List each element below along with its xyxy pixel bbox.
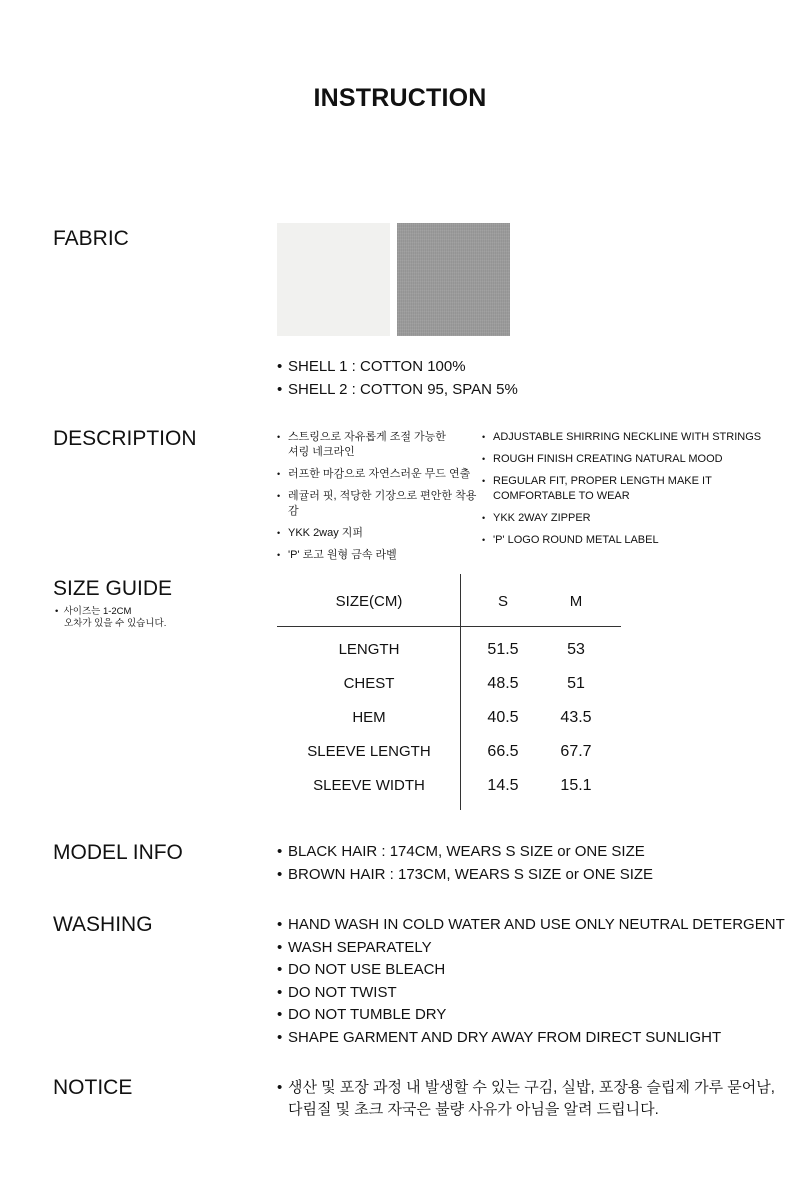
fabric-swatch-white: [277, 223, 390, 336]
washing-item: • HAND WASH IN COLD WATER AND USE ONLY NEUTRAL DETERGENT: [277, 914, 785, 937]
fabric-list: [277, 356, 518, 401]
size-table-horizontal-rule: [277, 626, 621, 627]
size-note-line2: 오차가 있을 수 있습니다.: [64, 618, 167, 629]
description-item-en: • ROUGH FINISH CREATING NATURAL MOOD: [482, 452, 782, 467]
size-note-bullet: •: [55, 606, 64, 617]
description-heading: DESCRIPTION: [53, 427, 197, 450]
description-item-ko: • 러프한 마감으로 자연스러운 무드 연출: [277, 467, 477, 482]
washing-item: • DO NOT TUMBLE DRY: [277, 1004, 785, 1027]
size-table-header-s: S: [497, 593, 508, 610]
notice-item: [277, 1077, 777, 1121]
size-row-label: SLEEVE WIDTH: [313, 777, 425, 794]
size-row-s: 48.5: [487, 675, 519, 692]
size-row-m: 51: [567, 675, 585, 692]
fabric-item: • SHELL 1 : COTTON 100%: [277, 356, 518, 379]
size-note-line1: 사이즈는 1-2CM: [63, 606, 132, 617]
notice-heading: NOTICE: [53, 1076, 133, 1099]
size-row-m: 15.1: [560, 777, 592, 794]
description-item-en: • YKK 2WAY ZIPPER: [482, 511, 782, 526]
fabric-swatch-gray: [397, 223, 510, 336]
size-table-header-m: M: [569, 593, 583, 610]
model-info-item: • BROWN HAIR : 173CM, WEARS S SIZE or ONE SIZE: [277, 864, 653, 887]
description-item-en: • 'P' LOGO ROUND METAL LABEL: [482, 533, 782, 548]
description-item-ko: • 스트링으로 자유롭게 조절 가능한 셔링 네크라인: [277, 430, 477, 460]
size-table-vertical-rule: [460, 574, 461, 810]
size-guide-note: [55, 606, 225, 630]
size-row-m: 67.7: [560, 743, 592, 760]
size-row-s: 51.5: [487, 641, 519, 658]
description-item-ko: • 레귤러 핏, 적당한 기장으로 편안한 착용감: [277, 489, 477, 519]
size-row-label: LENGTH: [338, 641, 400, 658]
size-row-label: SLEEVE LENGTH: [307, 743, 431, 760]
size-row-s: 66.5: [487, 743, 519, 760]
description-item-en: • REGULAR FIT, PROPER LENGTH MAKE IT COMFORTABLE TO WEAR: [482, 474, 782, 504]
model-info-list: [277, 841, 653, 886]
washing-heading: WASHING: [53, 913, 153, 936]
size-row-label: HEM: [352, 709, 386, 726]
description-list-en: [482, 430, 782, 555]
page-title: INSTRUCTION: [313, 84, 487, 112]
size-guide-heading: SIZE GUIDE: [53, 577, 173, 600]
notice-line2: 다림질 및 초크 자국은 불량 사유가 아님을 알려 드립니다.: [288, 1101, 659, 1118]
fabric-item: • SHELL 2 : COTTON 95, SPAN 5%: [277, 379, 518, 402]
size-table-header-label: SIZE(CM): [335, 593, 403, 610]
model-info-item: • BLACK HAIR : 174CM, WEARS S SIZE or ONE SIZE: [277, 841, 653, 864]
description-item-ko: • 'P' 로고 원형 금속 라벨: [277, 548, 477, 563]
size-row-label: CHEST: [343, 675, 395, 692]
notice-list: [277, 1077, 777, 1121]
description-item-en: • ADJUSTABLE SHIRRING NECKLINE WITH STRINGS: [482, 430, 782, 445]
washing-item: • SHAPE GARMENT AND DRY AWAY FROM DIRECT SUNLIGHT: [277, 1027, 785, 1050]
size-row-m: 43.5: [560, 709, 592, 726]
washing-item: • DO NOT USE BLEACH: [277, 959, 785, 982]
washing-list: [277, 914, 785, 1049]
description-list-ko: [277, 430, 477, 570]
washing-item: • WASH SEPARATELY: [277, 937, 785, 960]
model-info-heading: MODEL INFO: [53, 841, 183, 864]
notice-line1: 생산 및 포장 과정 내 발생할 수 있는 구김, 실밥, 포장용 슬립제 가루 묻어남,: [288, 1079, 775, 1096]
size-row-s: 14.5: [487, 777, 519, 794]
fabric-heading: FABRIC: [53, 227, 129, 250]
washing-item: • DO NOT TWIST: [277, 982, 785, 1005]
description-item-ko: • YKK 2way 지퍼: [277, 526, 477, 541]
size-row-s: 40.5: [487, 709, 519, 726]
size-row-m: 53: [567, 641, 585, 658]
